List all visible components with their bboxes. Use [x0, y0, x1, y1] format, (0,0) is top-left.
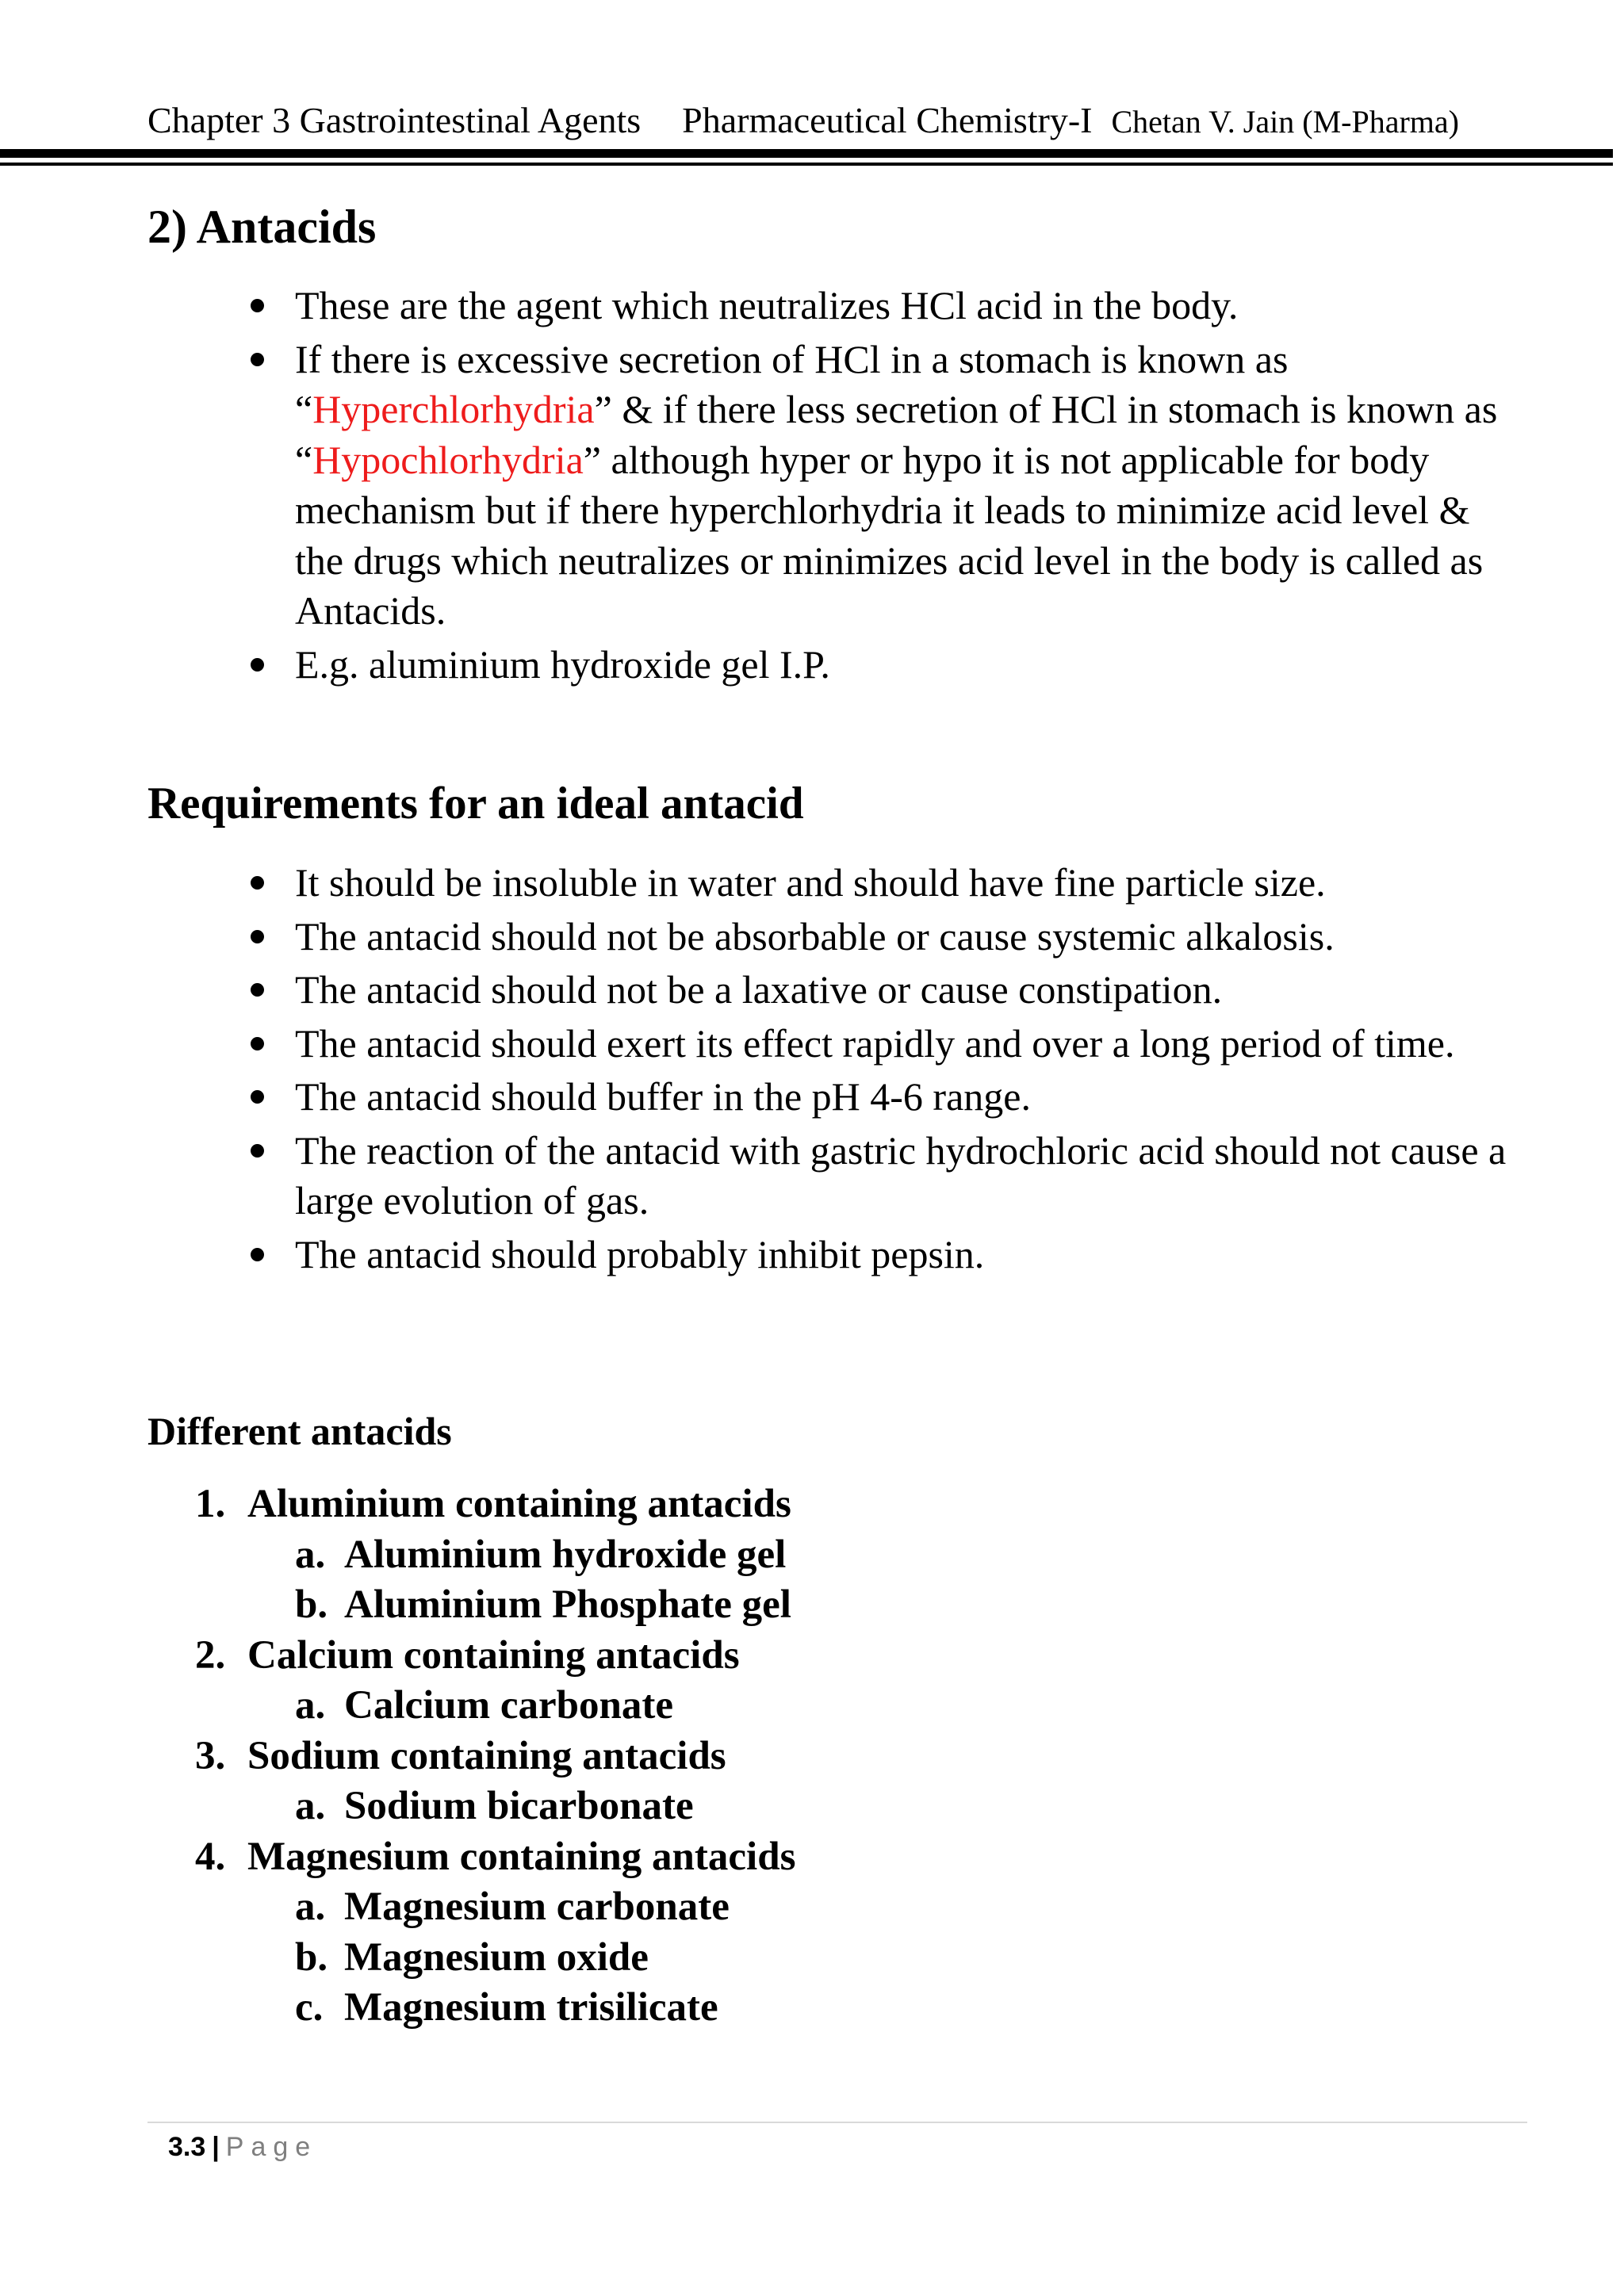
- subitem: [195, 1530, 795, 1581]
- section-title: 2) Antacids: [147, 201, 377, 253]
- footer-rule: [147, 2122, 1527, 2123]
- footer-separator: |: [212, 2132, 220, 2162]
- category-item: [195, 1832, 795, 1883]
- types-title: Different antacids: [147, 1409, 452, 1453]
- header-rule-thin: [0, 163, 1613, 166]
- page-word: Page: [225, 2132, 318, 2162]
- subitem: [195, 1681, 795, 1732]
- subitem-letter: b.: [295, 1934, 328, 1980]
- header-chapter: Chapter 3 Gastrointestinal Agents: [147, 100, 642, 140]
- category-number: 3.: [195, 1733, 226, 1778]
- requirement-item: The antacid should not be absorbable or cause systemic alkalosis.: [295, 912, 1516, 962]
- category-item: [195, 1732, 795, 1782]
- example-bullet: E.g. aluminium hydroxide gel I.P.: [295, 640, 1516, 691]
- category-item: [195, 1479, 795, 1530]
- requirement-item: The antacid should not be a laxative or cause constipation.: [295, 965, 1516, 1016]
- subitem-letter: a.: [295, 1885, 326, 1929]
- subitem-label: Magnesium carbonate: [344, 1885, 730, 1929]
- definition-bullet: [295, 335, 1516, 637]
- subitem-letter: a.: [295, 1784, 326, 1828]
- subitem: [195, 1580, 795, 1631]
- requirement-item: The reaction of the antacid with gastric hydrochloric acid should not cause a large evolution of gas.: [295, 1126, 1516, 1226]
- bullet-text: ” although hyper or hypo it is not applicable for body mechanism but if there hyperchlorhydria it leads to minimize acid level & the drugs which neutralizes or minimizes acid level in the body is called as Antacids.: [295, 437, 1484, 633]
- definition-bullet: These are the agent which neutralizes HCl acid in the body.: [295, 281, 1516, 331]
- bullet-text: If there is excessive secretion of HCl in a stomach is known as “: [295, 336, 1289, 431]
- category-number: 4.: [195, 1834, 226, 1879]
- requirement-item: It should be insoluble in water and should have fine particle size.: [295, 858, 1516, 909]
- category-label: Aluminium containing antacids: [247, 1482, 791, 1526]
- category-label: Sodium containing antacids: [247, 1733, 726, 1778]
- term-hypochlorhydria: Hypochlorhydria: [312, 437, 584, 482]
- category-item: [195, 1631, 795, 1682]
- subitem-label: Aluminium hydroxide gel: [344, 1532, 787, 1577]
- subitem-label: Magnesium oxide: [344, 1934, 649, 1980]
- subitem-label: Aluminium Phosphate gel: [344, 1582, 791, 1627]
- subitem-label: Sodium bicarbonate: [344, 1784, 694, 1828]
- page-number: 3.3: [168, 2132, 206, 2162]
- bullet-text: ” & if there less secretion of HCl in stomach is known as “: [295, 387, 1498, 482]
- category-number: 2.: [195, 1632, 226, 1678]
- subitem-label: Magnesium trisilicate: [344, 1985, 718, 2030]
- subitem: [195, 1933, 795, 1984]
- header-author: Chetan V. Jain (M-Pharma): [1111, 104, 1459, 140]
- page-footer: [168, 2130, 317, 2164]
- subitem-letter: b.: [295, 1582, 328, 1627]
- header-rule-thick: [0, 149, 1613, 158]
- subitem: [195, 1983, 795, 2034]
- term-hyperchlorhydria: Hyperchlorhydria: [312, 387, 595, 431]
- subitem-letter: c.: [295, 1985, 324, 2030]
- header-subject: Pharmaceutical Chemistry-I: [682, 100, 1093, 140]
- page-header: [147, 95, 1527, 147]
- subitem: [195, 1882, 795, 1933]
- category-number: 1.: [195, 1482, 226, 1526]
- subitem-letter: a.: [295, 1683, 326, 1728]
- subitem-letter: a.: [295, 1532, 326, 1577]
- subitem-label: Calcium carbonate: [344, 1683, 674, 1728]
- requirement-item: The antacid should probably inhibit pepsin.: [295, 1230, 1516, 1280]
- antacid-types-list: [195, 1479, 795, 2034]
- requirement-item: The antacid should buffer in the pH 4-6 range.: [295, 1072, 1516, 1123]
- category-label: Magnesium containing antacids: [247, 1834, 796, 1879]
- antacids-definition-list: [295, 281, 1516, 693]
- requirements-title: Requirements for an ideal antacid: [147, 779, 804, 828]
- requirement-item: The antacid should exert its effect rapidly and over a long period of time.: [295, 1019, 1516, 1070]
- category-label: Calcium containing antacids: [247, 1632, 740, 1678]
- requirements-list: [295, 858, 1516, 1283]
- subitem: [195, 1781, 795, 1832]
